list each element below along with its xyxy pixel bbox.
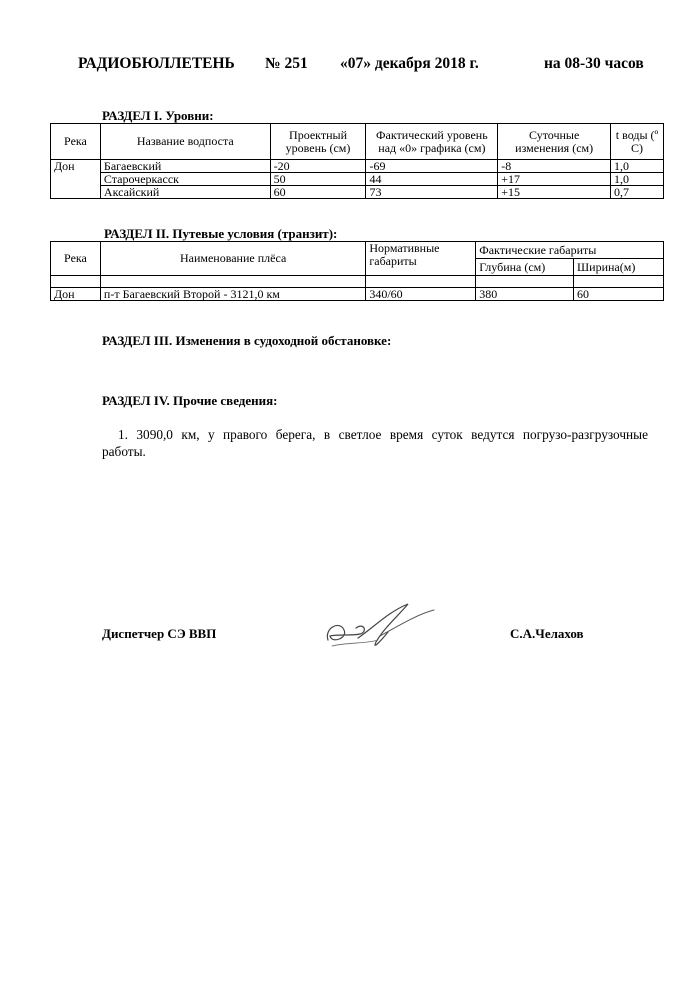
actual-cell: 44 <box>366 173 498 186</box>
post-cell: Старочеркасск <box>100 173 270 186</box>
col-depth: Глубина (см) <box>476 259 574 276</box>
table-row <box>51 160 664 173</box>
width-cell: 60 <box>574 288 664 301</box>
temp-cell: 1,0 <box>611 173 664 186</box>
table-row <box>51 186 664 199</box>
section-4-line-1: 1. 3090,0 км, у правого берега, в светлое время суток ведутся погрузо-разгрузочные <box>118 427 648 442</box>
design-cell: -20 <box>270 160 366 173</box>
section-4-title: РАЗДЕЛ IV. Прочие сведения: <box>102 393 278 408</box>
post-cell: Аксайский <box>100 186 270 199</box>
bulletin-header <box>78 55 656 77</box>
bulletin-number: № 251 <box>265 55 308 72</box>
section-3-title: РАЗДЕЛ III. Изменения в судоходной обстановке: <box>102 333 392 348</box>
temp-cell: 1,0 <box>611 160 664 173</box>
section-1-title: РАЗДЕЛ I. Уровни: <box>102 108 214 123</box>
col-water-temp: t воды (º С) <box>611 124 664 160</box>
depth-cell: 380 <box>476 288 574 301</box>
daily-cell: -8 <box>498 160 611 173</box>
reach-cell: п-т Багаевский Второй - 3121,0 км <box>100 288 365 301</box>
col-actual-dimensions: Фактические габариты <box>476 242 664 259</box>
river-cell: Дон <box>51 160 101 199</box>
bulletin-date: «07» декабря 2018 г. <box>340 55 479 72</box>
col-width: Ширина(м) <box>574 259 664 276</box>
col-river: Река <box>51 124 101 160</box>
design-cell: 60 <box>270 186 366 199</box>
col-normative: Нормативные габариты <box>366 242 476 276</box>
col-reach: Наименование плёса <box>100 242 365 276</box>
table-row <box>51 288 664 301</box>
river-cell: Дон <box>51 288 101 301</box>
section-2-title: РАЗДЕЛ II. Путевые условия (транзит): <box>104 226 338 241</box>
col-river: Река <box>51 242 101 276</box>
actual-cell: -69 <box>366 160 498 173</box>
normative-cell: 340/60 <box>366 288 476 301</box>
section-4-line-2: работы. <box>102 444 146 459</box>
signature-icon <box>318 598 438 660</box>
daily-cell: +15 <box>498 186 611 199</box>
temp-cell: 0,7 <box>611 186 664 199</box>
table-row <box>51 173 664 186</box>
col-actual-level: Фактический уровень над «0» графика (см) <box>366 124 498 160</box>
post-cell: Багаевский <box>100 160 270 173</box>
bulletin-title: РАДИОБЮЛЛЕТЕНЬ <box>78 55 235 72</box>
signer-name: С.А.Челахов <box>510 626 584 641</box>
daily-cell: +17 <box>498 173 611 186</box>
levels-table <box>50 123 664 199</box>
bulletin-time: на 08-30 часов <box>544 55 644 72</box>
actual-cell: 73 <box>366 186 498 199</box>
signer-position: Диспетчер СЭ ВВП <box>102 626 217 641</box>
col-daily-change: Суточные изменения (см) <box>498 124 611 160</box>
col-post: Название водпоста <box>100 124 270 160</box>
section-4-text <box>102 426 648 460</box>
col-design-level: Проектный уровень (см) <box>270 124 366 160</box>
design-cell: 50 <box>270 173 366 186</box>
route-conditions-table <box>50 241 664 301</box>
